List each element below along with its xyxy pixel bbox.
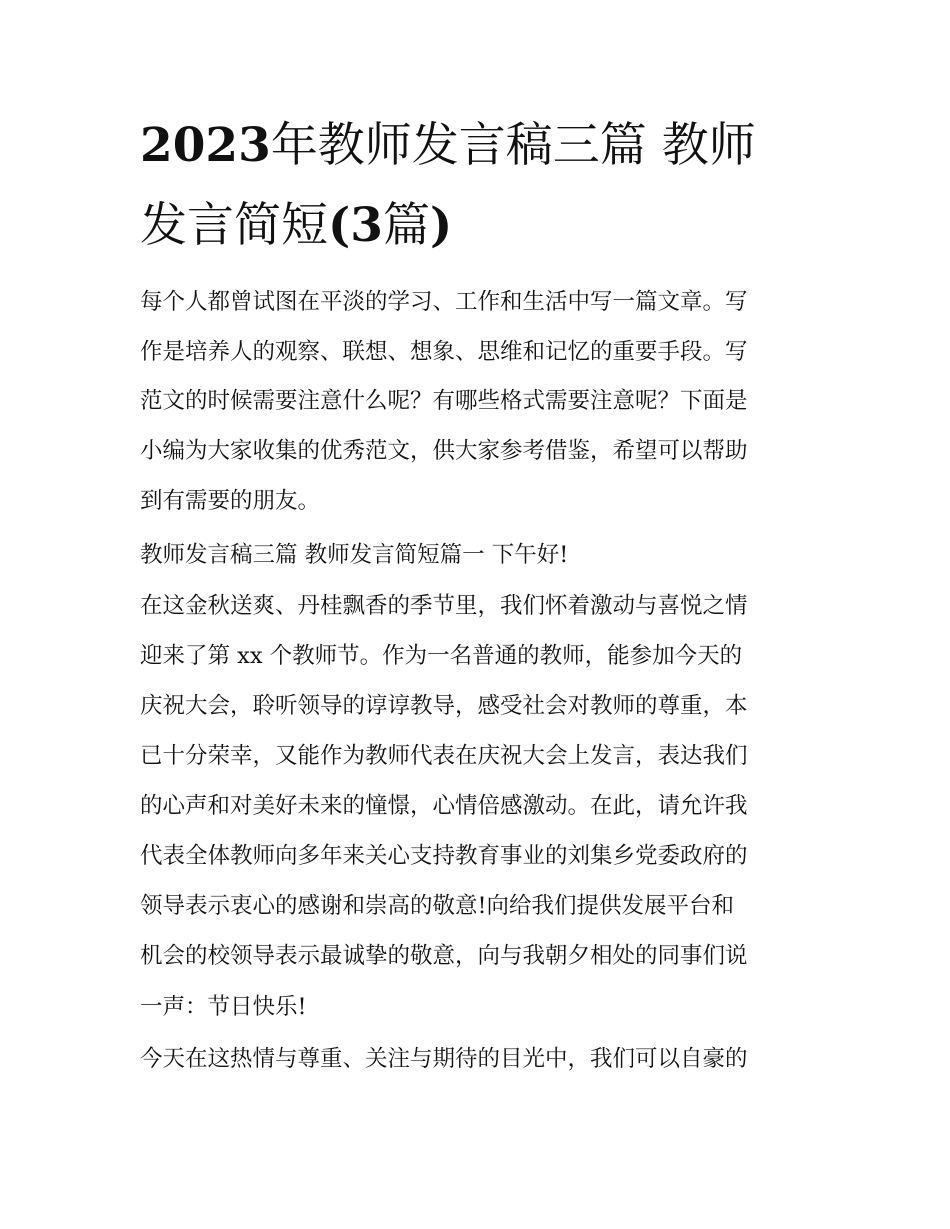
title-text-2b: (3 [328, 198, 383, 253]
body-line: 已十分荣幸，又能作为教师代表在庆祝大会上发言，表达我们 [140, 743, 748, 769]
title-year: 2023 [140, 118, 271, 173]
body-line: 的心声和对美好未来的憧憬，心情倍感激动。在此，请允许我 [140, 793, 748, 819]
title-text-1: 年教师发言稿三篇 教师 [270, 118, 756, 173]
body-line: 每个人都曾试图在平淡的学习、工作和生活中写一篇文章。写 [140, 289, 748, 315]
title-text-2a: 发言简短 [140, 198, 328, 253]
body-line: 小编为大家收集的优秀范文，供大家参考借鉴，希望可以帮助 [140, 438, 748, 464]
body-line: 一声：节日快乐! [140, 994, 307, 1020]
body-line: 今天在这热情与尊重、关注与期待的目光中，我们可以自豪的 [140, 1046, 748, 1072]
body-line: 作是培养人的观察、联想、想象、思维和记忆的重要手段。写 [140, 339, 748, 365]
body-line: 迎来了第 xx 个教师节。作为一名普通的教师，能参加今天的 [140, 643, 743, 669]
document-title-line-1 [140, 116, 756, 176]
body-line: 代表全体教师向多年来关心支持教育事业的刘集乡党委政府的 [140, 843, 748, 869]
body-line: 领导表示衷心的感谢和崇高的敬意!向给我们提供发展平台和 [140, 893, 735, 919]
section-heading: 教师发言稿三篇 教师发言简短篇一 下午好! [140, 542, 569, 568]
title-text-2d: ) [429, 198, 453, 253]
body-line: 庆祝大会，聆听领导的谆谆教导，感受社会对教师的尊重，本 [140, 693, 748, 719]
body-line: 到有需要的朋友。 [140, 488, 321, 514]
body-line: 机会的校领导表示最诚挚的敬意，向与我朝夕相处的同事们说 [140, 943, 748, 969]
body-line: 范文的时候需要注意什么呢？有哪些格式需要注意呢？下面是 [140, 388, 748, 414]
body-line: 在这金秋送爽、丹桂飘香的季节里，我们怀着激动与喜悦之情 [140, 593, 748, 619]
title-text-2c: 篇 [382, 198, 430, 253]
document-title-line-2 [140, 196, 452, 256]
